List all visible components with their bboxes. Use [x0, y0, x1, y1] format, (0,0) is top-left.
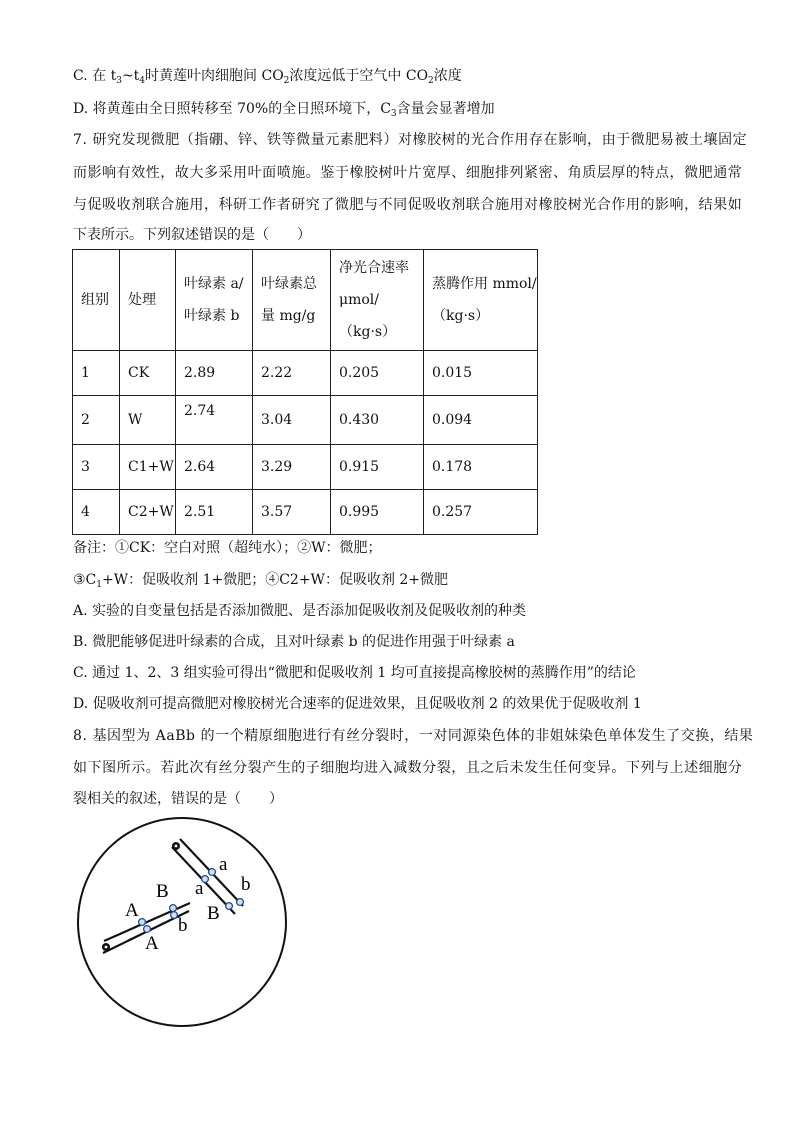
table-cell: 3.57: [253, 490, 331, 535]
label-a-mid: a: [195, 878, 204, 899]
table-cell: 2.89: [176, 351, 253, 396]
table-cell: CK: [120, 351, 176, 396]
q7-stem-line-3: 与促吸收剂联合施用，科研工作者研究了微肥与不同促吸收剂联合施用对橡胶树光合作用的影响，结果如: [73, 197, 743, 213]
gene-locus-b-lower: [171, 912, 178, 919]
label-B-upper: B: [207, 903, 220, 924]
label-A-top: A: [125, 900, 139, 921]
table-cell: 0.257: [424, 490, 538, 535]
table-cell: 1: [73, 351, 120, 396]
q8-stem-line-2: 如下图所示。若此次有丝分裂产生的子细胞均进入减数分裂，且之后未发生任何变异。下列与上述细胞分: [73, 760, 743, 776]
note-line-1: 备注：①CK：空白对照（超纯水）；②W：微肥；: [73, 540, 382, 556]
option-d-prev: D. 将黄莲由全日照转移至 70%的全日照环境下，$C_3$含量会显著增加: [73, 101, 495, 119]
q8-stem-line-1: 8. 基因型为 AaBb 的一个精原细胞进行有丝分裂时，一对同源染色体的非姐妹染色单体发生了交换，结果: [73, 728, 754, 744]
label-B-lower: B: [156, 881, 169, 902]
header-group: 组别: [73, 250, 120, 351]
gene-locus-a-right: [209, 869, 216, 876]
gene-locus-b-right: [237, 899, 244, 906]
label-a-top: a: [219, 854, 228, 875]
q7-option-b[interactable]: B. 微肥能够促进叶绿素的合成，且对叶绿素 b 的促进作用强于叶绿素 a: [73, 634, 515, 650]
table-cell: 0.995: [331, 490, 424, 535]
gene-locus-B-left: [226, 903, 233, 910]
table-cell: 3.29: [253, 445, 331, 490]
table-cell: 2: [73, 396, 120, 445]
table-cell: 0.430: [331, 396, 424, 445]
q7-stem-line-1: 7. 研究发现微肥（指硼、锌、铁等微量元素肥料）对橡胶树的光合作用存在影响，由于微肥易被土壤固定: [73, 132, 748, 148]
table-cell: 3.04: [253, 396, 331, 445]
header-chl-ratio: 叶绿素 a/ 叶绿素 b: [176, 250, 253, 351]
header-treatment: 处理: [120, 250, 176, 351]
table-cell: C2+W: [120, 490, 176, 535]
gene-locus-A-upper: [139, 919, 146, 926]
table-row: [73, 396, 538, 445]
q7-stem-line-4: 下表所示。下列叙述错误的是（ ）: [73, 227, 311, 243]
label-b-lower: b: [178, 915, 188, 936]
table-cell: 2.22: [253, 351, 331, 396]
gene-locus-A-lower: [144, 926, 151, 933]
table-row: [73, 445, 538, 490]
table-cell: 0.094: [424, 396, 538, 445]
table-row: [73, 351, 538, 396]
table-cell: 2.64: [176, 445, 253, 490]
header-net-photosynthesis: 净光合速率 μmol/ （kg·s）: [331, 250, 424, 351]
table-header-row: [73, 250, 538, 351]
q7-option-a[interactable]: A. 实验的自变量包括是否添加微肥、是否添加促吸收剂及促吸收剂的种类: [73, 603, 527, 619]
table-cell: 2.74: [176, 396, 253, 445]
chromosome-diagram: [75, 815, 290, 1030]
table-cell: 0.178: [424, 445, 538, 490]
table-cell: C1+W: [120, 445, 176, 490]
q8-stem-line-3: 裂相关的叙述，错误的是（ ）: [73, 791, 283, 807]
table-cell: 0.015: [424, 351, 538, 396]
label-b-upper: b: [241, 874, 251, 895]
table-row: [73, 490, 538, 535]
table-cell: 0.205: [331, 351, 424, 396]
table-cell: 0.915: [331, 445, 424, 490]
q7-option-d[interactable]: D. 促吸收剂可提高微肥对橡胶树光合速率的促进效果，且促吸收剂 2 的效果优于促吸收剂 1: [73, 696, 642, 712]
results-table: [72, 249, 538, 535]
table-cell: 2.51: [176, 490, 253, 535]
header-transpiration: 蒸腾作用 mmol/ （kg·s）: [424, 250, 538, 351]
table-cell: W: [120, 396, 176, 445]
table-cell: 4: [73, 490, 120, 535]
table-cell: 3: [73, 445, 120, 490]
gene-locus-B: [170, 905, 177, 912]
note-line-2: $③C_1+W$：促吸收剂 1+微肥；④C2+W：促吸收剂 2+微肥: [73, 572, 449, 590]
q7-stem-line-2: 而影响有效性，故大多采用叶面喷施。鉴于橡胶树叶片宽厚、细胞排列紧密、角质层厚的特点，微肥通常: [73, 165, 743, 181]
label-A-bottom: A: [145, 933, 159, 954]
header-chl-total: 叶绿素总 量 mg/g: [253, 250, 331, 351]
option-c-prev: C. 在 $t_3\sim t_4$时黄莲叶肉细胞间 $CO_2$浓度远低于空气中 $CO_2$浓度: [73, 68, 462, 86]
q7-option-c[interactable]: C. 通过 1、2、3 组实验可得出“微肥和促吸收剂 1 均可直接提高橡胶树的蒸腾作用”的结论: [73, 665, 636, 681]
